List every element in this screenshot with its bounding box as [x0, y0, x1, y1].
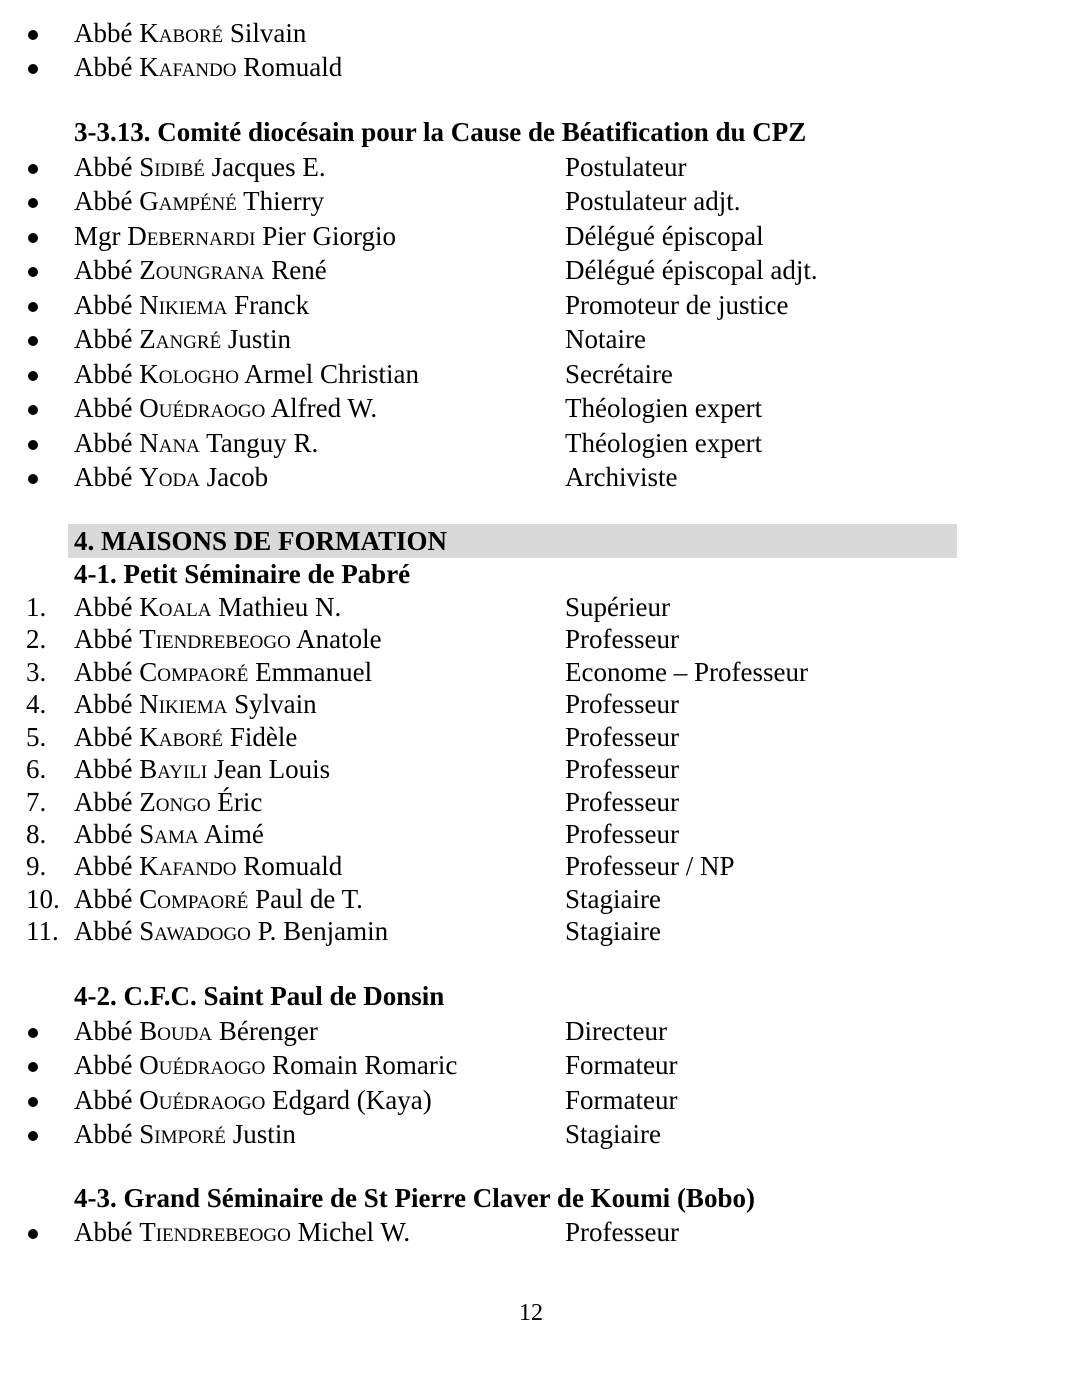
person-name: Abbé Ouédraogo Edgard (Kaya)	[74, 1085, 432, 1115]
person-role: Théologien expert	[565, 393, 763, 423]
person-role: Professeur	[565, 819, 679, 849]
list-item	[0, 1014, 1080, 1048]
section-heading-4-2: 4-2. C.F.C. Saint Paul de Donsin	[74, 981, 445, 1011]
person-name: Mgr Debernardi Pier Giorgio	[74, 221, 396, 251]
bullet-icon	[28, 1062, 38, 1072]
person-role: Professeur	[565, 754, 679, 784]
bullet-icon	[28, 440, 38, 450]
list-item	[0, 1215, 1080, 1249]
person-name: Abbé Kologho Armel Christian	[74, 359, 419, 389]
person-role: Professeur	[565, 624, 679, 654]
person-name: Abbé Sama Aimé	[74, 819, 264, 849]
bullet-icon	[28, 302, 38, 312]
bullet-icon	[28, 1229, 38, 1239]
section-heading-4-3: 4-3. Grand Séminaire de St Pierre Claver de Koumi (Bobo)	[74, 1183, 755, 1213]
item-number: 8.	[26, 819, 47, 849]
bullet-icon	[28, 336, 38, 346]
person-name: Abbé Ouédraogo Alfred W.	[74, 393, 378, 423]
section-heading-band	[68, 524, 957, 558]
bullet-icon	[28, 1097, 38, 1107]
person-role: Délégué épiscopal adjt.	[565, 255, 818, 285]
person-name: Abbé Zongo Éric	[74, 787, 263, 817]
person-name: Abbé Kaboré Silvain	[74, 18, 307, 48]
list-item	[0, 687, 1080, 721]
bullet-icon	[28, 198, 38, 208]
person-role: Délégué épiscopal	[565, 221, 764, 251]
person-role: Stagiaire	[565, 1119, 661, 1149]
person-role: Postulateur adjt.	[565, 186, 741, 216]
bullet-icon	[28, 164, 38, 174]
list-item	[0, 16, 1080, 50]
list-item	[0, 914, 1080, 948]
person-name: Abbé Zoungrana René	[74, 255, 327, 285]
list-item	[0, 150, 1080, 184]
bullet-icon	[28, 1131, 38, 1141]
list-item	[0, 655, 1080, 689]
item-number: 4.	[26, 689, 47, 719]
person-role: Professeur	[565, 787, 679, 817]
list-item	[0, 882, 1080, 916]
person-name: Abbé Compaoré Paul de T.	[74, 884, 363, 914]
list-item	[0, 817, 1080, 851]
bullet-icon	[28, 64, 38, 74]
person-name: Abbé Nana Tanguy R.	[74, 428, 319, 458]
list-item	[0, 752, 1080, 786]
person-name: Abbé Koala Mathieu N.	[74, 592, 342, 622]
bullet-icon	[28, 474, 38, 484]
bullet-icon	[28, 233, 38, 243]
person-name: Abbé Kafando Romuald	[74, 52, 343, 82]
person-name: Abbé Bouda Bérenger	[74, 1016, 318, 1046]
person-role: Stagiaire	[565, 916, 661, 946]
item-number: 1.	[26, 592, 47, 622]
person-name: Abbé Nikiema Sylvain	[74, 689, 317, 719]
bullet-icon	[28, 405, 38, 415]
list-item	[0, 253, 1080, 287]
person-role: Postulateur	[565, 152, 687, 182]
item-number: 10.	[26, 884, 60, 914]
person-name: Abbé Zangré Justin	[74, 324, 291, 354]
person-name: Abbé Ouédraogo Romain Romaric	[74, 1050, 458, 1080]
item-number: 3.	[26, 657, 47, 687]
list-item	[0, 357, 1080, 391]
person-name: Abbé Sidibé Jacques E.	[74, 152, 326, 182]
person-name: Abbé Gampéné Thierry	[74, 186, 325, 216]
item-number: 2.	[26, 624, 47, 654]
person-role: Formateur	[565, 1050, 678, 1080]
list-item	[0, 720, 1080, 754]
item-number: 5.	[26, 722, 47, 752]
person-name: Abbé Tiendrebeogo Anatole	[74, 624, 382, 654]
person-name: Abbé Simporé Justin	[74, 1119, 296, 1149]
person-role: Professeur / NP	[565, 851, 735, 881]
list-item	[0, 219, 1080, 253]
list-item	[0, 1083, 1080, 1117]
person-name: Abbé Yoda Jacob	[74, 462, 269, 492]
person-role: Econome – Professeur	[565, 657, 808, 687]
person-role: Théologien expert	[565, 428, 763, 458]
person-name: Abbé Bayili Jean Louis	[74, 754, 331, 784]
item-number: 11.	[26, 916, 59, 946]
bullet-icon	[28, 1028, 38, 1038]
person-role: Professeur	[565, 689, 679, 719]
list-item	[0, 622, 1080, 656]
section-heading-4: 4. MAISONS DE FORMATION	[74, 526, 448, 556]
person-role: Stagiaire	[565, 884, 661, 914]
list-item	[0, 391, 1080, 425]
bullet-icon	[28, 371, 38, 381]
list-item	[0, 426, 1080, 460]
bullet-icon	[28, 267, 38, 277]
item-number: 6.	[26, 754, 47, 784]
section-heading-4-1: 4-1. Petit Séminaire de Pabré	[74, 559, 411, 589]
person-role: Secrétaire	[565, 359, 673, 389]
person-role: Archiviste	[565, 462, 678, 492]
person-role: Professeur	[565, 1217, 679, 1247]
person-role: Supérieur	[565, 592, 670, 622]
person-role: Promoteur de justice	[565, 290, 789, 320]
list-item	[0, 50, 1080, 84]
list-item	[0, 288, 1080, 322]
person-name: Abbé Sawadogo P. Benjamin	[74, 916, 389, 946]
list-item	[0, 460, 1080, 494]
list-item	[0, 1048, 1080, 1082]
list-item	[0, 1117, 1080, 1151]
person-name: Abbé Kafando Romuald	[74, 851, 343, 881]
person-name: Abbé Tiendrebeogo Michel W.	[74, 1217, 411, 1247]
list-item	[0, 184, 1080, 218]
person-role: Directeur	[565, 1016, 667, 1046]
person-name: Abbé Nikiema Franck	[74, 290, 310, 320]
list-item	[0, 590, 1080, 624]
list-item	[0, 322, 1080, 356]
page-number: 12	[519, 1300, 543, 1326]
section-heading-3-3-13: 3-3.13. Comité diocésain pour la Cause de Béatification du CPZ	[74, 117, 807, 147]
person-role: Professeur	[565, 722, 679, 752]
person-role: Formateur	[565, 1085, 678, 1115]
person-name: Abbé Kaboré Fidèle	[74, 722, 298, 752]
list-item	[0, 849, 1080, 883]
list-item	[0, 785, 1080, 819]
person-role: Notaire	[565, 324, 646, 354]
person-name: Abbé Compaoré Emmanuel	[74, 657, 373, 687]
item-number: 7.	[26, 787, 47, 817]
item-number: 9.	[26, 851, 47, 881]
bullet-icon	[28, 30, 38, 40]
